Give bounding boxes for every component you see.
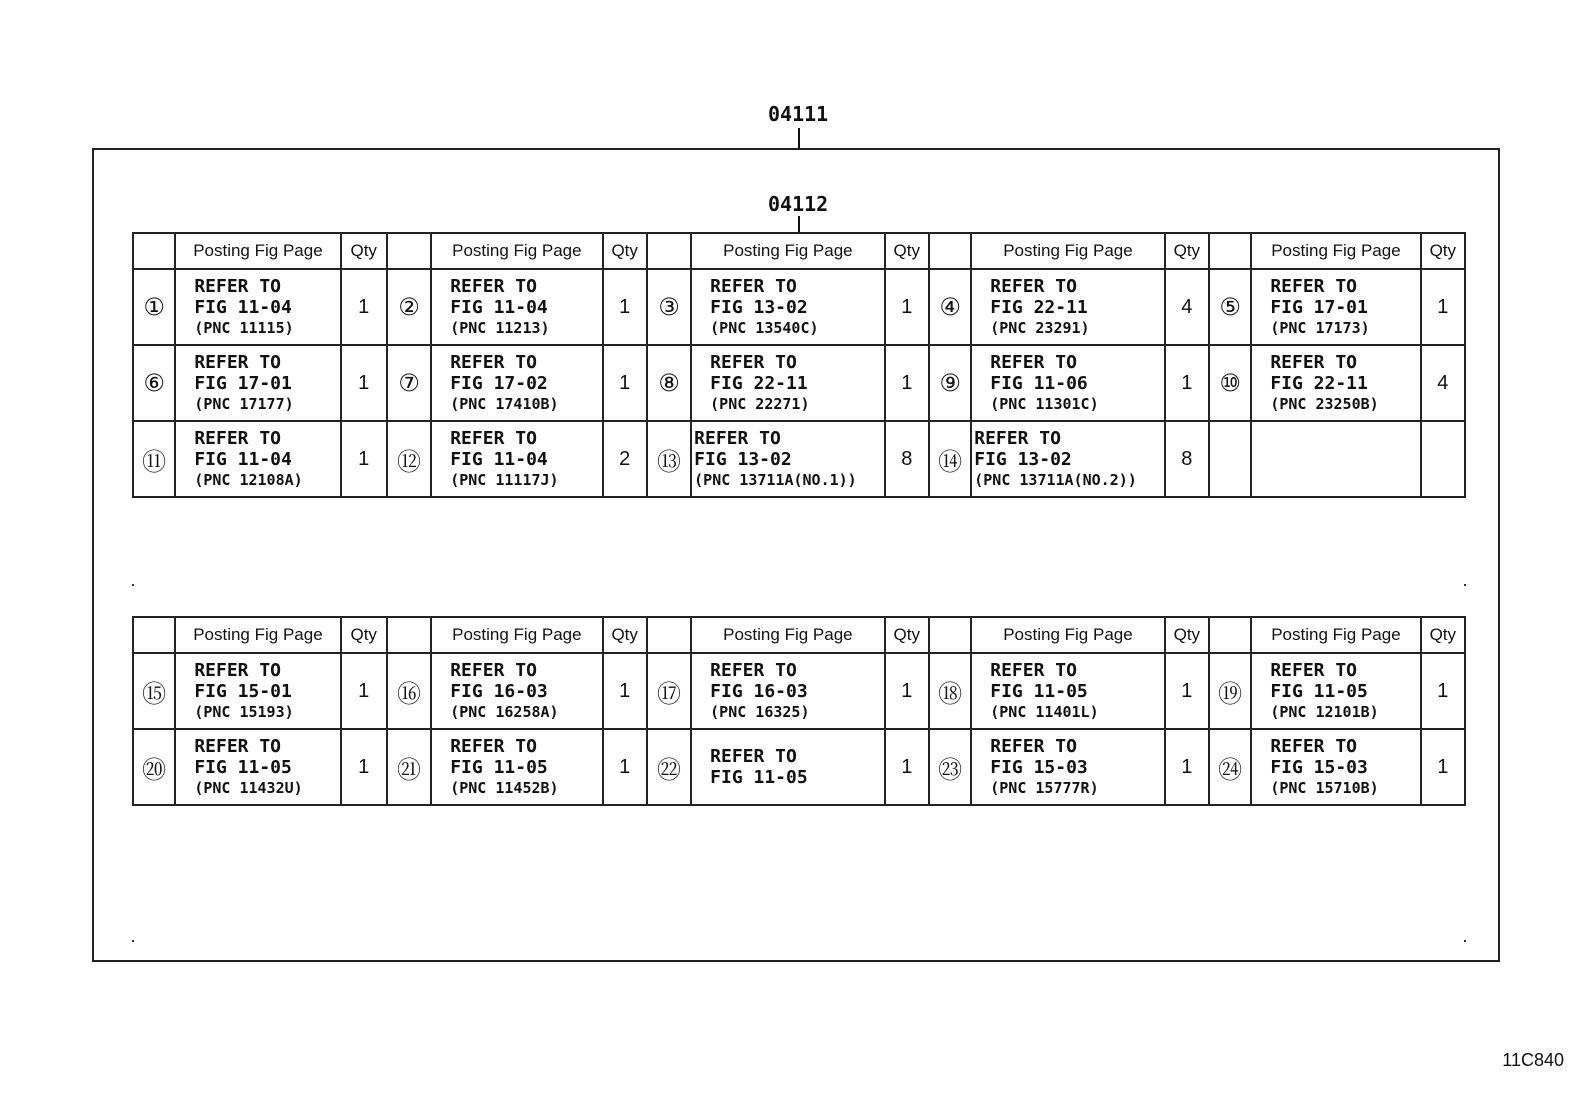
header-qty: Qty (341, 233, 387, 269)
table-row (133, 345, 1465, 421)
reference-cell (175, 653, 340, 729)
callout-number: ⑮ (133, 653, 175, 729)
reference-cell (691, 269, 884, 345)
refer-to-text: REFER TO (974, 427, 1061, 449)
qty-cell: 1 (1421, 653, 1465, 729)
header-posting-fig-page: Posting Fig Page (1251, 233, 1420, 269)
callout-number: ⑤ (1209, 269, 1251, 345)
refer-to-text: REFER TO (1270, 275, 1358, 297)
callout-number: ㉔ (1209, 729, 1251, 805)
table-header-row (133, 233, 1465, 269)
qty-cell: 1 (603, 345, 647, 421)
qty-cell: 1 (885, 269, 929, 345)
callout-number: ⑧ (647, 345, 691, 421)
header-qty: Qty (341, 617, 387, 653)
header-blank-cell (1209, 233, 1251, 269)
refer-to-text: REFER TO (194, 735, 282, 757)
pnc-text: (PNC 23250B) (1270, 394, 1379, 413)
qty-cell: 1 (341, 653, 387, 729)
qty-cell: 1 (341, 729, 387, 805)
callout-number: ④ (929, 269, 971, 345)
header-posting-fig-page: Posting Fig Page (691, 233, 884, 269)
figure-ref-text: FIG 13-02 (974, 448, 1072, 470)
refer-to-text: REFER TO (1270, 351, 1358, 373)
figure-ref-text: FIG 11-04 (450, 448, 548, 470)
table-row (133, 269, 1465, 345)
qty-cell: 1 (885, 653, 929, 729)
figure-ref-text: FIG 11-05 (710, 767, 808, 788)
refer-to-text: REFER TO (710, 275, 797, 297)
parts-table-1 (132, 232, 1466, 498)
qty-cell: 4 (1165, 269, 1209, 345)
reference-cell (1251, 345, 1420, 421)
header-qty: Qty (1421, 617, 1465, 653)
callout-number: ① (133, 269, 175, 345)
header-blank-cell (929, 617, 971, 653)
figure-ref-text: FIG 11-06 (990, 372, 1088, 394)
table-row (133, 421, 1465, 497)
figure-ref-text: FIG 22-11 (710, 372, 808, 394)
figure-ref-text: FIG 17-01 (194, 372, 292, 394)
header-blank-cell (387, 233, 431, 269)
figure-ref-text: FIG 11-04 (194, 296, 292, 318)
callout-number: ⑱ (929, 653, 971, 729)
refer-to-text: REFER TO (450, 735, 537, 757)
header-qty: Qty (1421, 233, 1465, 269)
reference-cell (1251, 729, 1420, 805)
header-posting-fig-page: Posting Fig Page (175, 233, 340, 269)
reference-cell (691, 653, 884, 729)
refer-to-text: REFER TO (194, 427, 282, 449)
qty-cell: 1 (1165, 345, 1209, 421)
reference-cell (1251, 421, 1420, 497)
pnc-text: (PNC 11452B) (450, 778, 559, 797)
header-blank-cell (133, 617, 175, 653)
reference-cell (691, 345, 884, 421)
figure-ref-text: FIG 11-05 (990, 680, 1088, 702)
figure-ref-text: FIG 11-04 (194, 448, 292, 470)
figure-code: 11C840 (1502, 1050, 1564, 1070)
reference-cell (971, 729, 1164, 805)
callout-number: ⑦ (387, 345, 431, 421)
refer-to-text: REFER TO (694, 427, 781, 449)
reference-cell (431, 269, 602, 345)
pnc-text: (PNC 11115) (194, 318, 294, 337)
subassembly-label: 04112 (768, 192, 829, 216)
refer-to-text: REFER TO (194, 275, 282, 297)
callout-number: ㉓ (929, 729, 971, 805)
header-blank-cell (387, 617, 431, 653)
refer-to-text: REFER TO (990, 735, 1077, 757)
header-qty: Qty (603, 617, 647, 653)
qty-cell: 1 (1421, 729, 1465, 805)
pnc-text: (PNC 15777R) (990, 778, 1099, 797)
refer-to-text: REFER TO (990, 659, 1077, 681)
reference-cell (1251, 653, 1420, 729)
reference-cell (971, 653, 1164, 729)
pnc-text: (PNC 13711A(NO.2)) (974, 470, 1137, 489)
corner-dot (132, 584, 134, 586)
table-row (133, 729, 1465, 805)
qty-cell: 1 (603, 729, 647, 805)
callout-number: ③ (647, 269, 691, 345)
qty-cell: 1 (341, 345, 387, 421)
header-posting-fig-page: Posting Fig Page (175, 617, 340, 653)
subassembly-leader-line (798, 216, 800, 232)
pnc-text: (PNC 13540C) (710, 318, 819, 337)
reference-cell (431, 653, 602, 729)
reference-cell (971, 345, 1164, 421)
pnc-text: (PNC 15710B) (1270, 778, 1379, 797)
figure-ref-text: FIG 15-01 (194, 680, 292, 702)
callout-number: ⑫ (387, 421, 431, 497)
pnc-text: (PNC 16258A) (450, 702, 559, 721)
callout-number (1209, 421, 1251, 497)
figure-ref-text: FIG 16-03 (710, 680, 808, 702)
header-posting-fig-page: Posting Fig Page (971, 233, 1164, 269)
corner-dot (132, 940, 134, 942)
refer-to-text: REFER TO (194, 351, 282, 373)
pnc-text: (PNC 11432U) (194, 778, 303, 797)
reference-cell (175, 345, 340, 421)
qty-cell: 4 (1421, 345, 1465, 421)
figure-ref-text: FIG 22-11 (990, 296, 1088, 318)
header-blank-cell (929, 233, 971, 269)
qty-cell: 8 (885, 421, 929, 497)
pnc-text: (PNC 17177) (194, 394, 294, 413)
qty-cell: 1 (885, 729, 929, 805)
header-posting-fig-page: Posting Fig Page (971, 617, 1164, 653)
header-posting-fig-page: Posting Fig Page (691, 617, 884, 653)
pnc-text: (PNC 17173) (1270, 318, 1370, 337)
pnc-text: (PNC 12108A) (194, 470, 303, 489)
reference-cell (175, 729, 340, 805)
callout-number: ⑳ (133, 729, 175, 805)
header-qty: Qty (1165, 617, 1209, 653)
callout-number: ⑩ (1209, 345, 1251, 421)
figure-ref-text: FIG 13-02 (694, 448, 792, 470)
figure-ref-text: FIG 11-04 (450, 296, 548, 318)
reference-cell (691, 729, 884, 805)
pnc-text: (PNC 22271) (710, 394, 810, 413)
header-blank-cell (647, 617, 691, 653)
callout-number: ⑯ (387, 653, 431, 729)
pnc-text: (PNC 23291) (990, 318, 1090, 337)
callout-number: ⑰ (647, 653, 691, 729)
callout-number: ⑬ (647, 421, 691, 497)
figure-ref-text: FIG 15-03 (990, 756, 1088, 778)
qty-cell: 1 (1165, 653, 1209, 729)
pnc-text: (PNC 16325) (710, 702, 810, 721)
callout-number: ㉑ (387, 729, 431, 805)
header-posting-fig-page: Posting Fig Page (431, 233, 602, 269)
table-header-row (133, 617, 1465, 653)
reference-cell (175, 269, 340, 345)
header-posting-fig-page: Posting Fig Page (1251, 617, 1420, 653)
header-qty: Qty (603, 233, 647, 269)
figure-ref-text: FIG 11-05 (194, 756, 292, 778)
qty-cell: 1 (1165, 729, 1209, 805)
pnc-text: (PNC 11213) (450, 318, 550, 337)
refer-to-text: REFER TO (450, 275, 537, 297)
callout-number: ② (387, 269, 431, 345)
pnc-text: (PNC 13711A(NO.1)) (694, 470, 857, 489)
callout-number: ⑭ (929, 421, 971, 497)
qty-cell: 1 (1421, 269, 1465, 345)
reference-cell (431, 421, 602, 497)
refer-to-text: REFER TO (710, 351, 797, 373)
figure-ref-text: FIG 11-05 (1270, 680, 1368, 702)
reference-cell (1251, 269, 1420, 345)
pnc-text: (PNC 11401L) (990, 702, 1099, 721)
reference-cell (971, 421, 1164, 497)
refer-to-text: REFER TO (450, 427, 537, 449)
header-qty: Qty (1165, 233, 1209, 269)
callout-number: ⑨ (929, 345, 971, 421)
figure-ref-text: FIG 15-03 (1270, 756, 1368, 778)
qty-cell: 8 (1165, 421, 1209, 497)
qty-cell (1421, 421, 1465, 497)
refer-to-text: REFER TO (450, 351, 537, 373)
pnc-text: (PNC 11117J) (450, 470, 559, 489)
assembly-leader-line (798, 128, 800, 148)
refer-to-text: REFER TO (450, 659, 537, 681)
pnc-text: (PNC 15193) (194, 702, 294, 721)
header-qty: Qty (885, 617, 929, 653)
qty-cell: 1 (885, 345, 929, 421)
refer-to-text: REFER TO (710, 659, 797, 681)
corner-dot (1464, 584, 1466, 586)
figure-ref-text: FIG 11-05 (450, 756, 548, 778)
figure-ref-text: FIG 22-11 (1270, 372, 1368, 394)
callout-number: ⑥ (133, 345, 175, 421)
reference-cell (971, 269, 1164, 345)
reference-cell (431, 345, 602, 421)
assembly-label: 04111 (768, 102, 829, 126)
refer-to-text: REFER TO (1270, 659, 1358, 681)
reference-cell (691, 421, 884, 497)
header-blank-cell (647, 233, 691, 269)
qty-cell: 1 (341, 269, 387, 345)
parts-table-2 (132, 616, 1466, 806)
reference-cell (431, 729, 602, 805)
figure-ref-text: FIG 13-02 (710, 296, 808, 318)
qty-cell: 2 (603, 421, 647, 497)
refer-to-text: REFER TO (990, 275, 1077, 297)
header-qty: Qty (885, 233, 929, 269)
refer-to-text: REFER TO (710, 746, 797, 767)
callout-number: ⑪ (133, 421, 175, 497)
refer-to-text: REFER TO (990, 351, 1077, 373)
callout-number: ㉒ (647, 729, 691, 805)
table-row (133, 653, 1465, 729)
qty-cell: 1 (603, 269, 647, 345)
figure-ref-text: FIG 16-03 (450, 680, 548, 702)
qty-cell: 1 (341, 421, 387, 497)
pnc-text: (PNC 11301C) (990, 394, 1099, 413)
pnc-text: (PNC 17410B) (450, 394, 559, 413)
figure-ref-text: FIG 17-02 (450, 372, 548, 394)
refer-to-text: REFER TO (194, 659, 282, 681)
pnc-text: (PNC 12101B) (1270, 702, 1379, 721)
figure-ref-text: FIG 17-01 (1270, 296, 1368, 318)
header-blank-cell (1209, 617, 1251, 653)
header-posting-fig-page: Posting Fig Page (431, 617, 602, 653)
refer-to-text: REFER TO (1270, 735, 1358, 757)
callout-number: ⑲ (1209, 653, 1251, 729)
qty-cell: 1 (603, 653, 647, 729)
corner-dot (1464, 940, 1466, 942)
header-blank-cell (133, 233, 175, 269)
reference-cell (175, 421, 340, 497)
